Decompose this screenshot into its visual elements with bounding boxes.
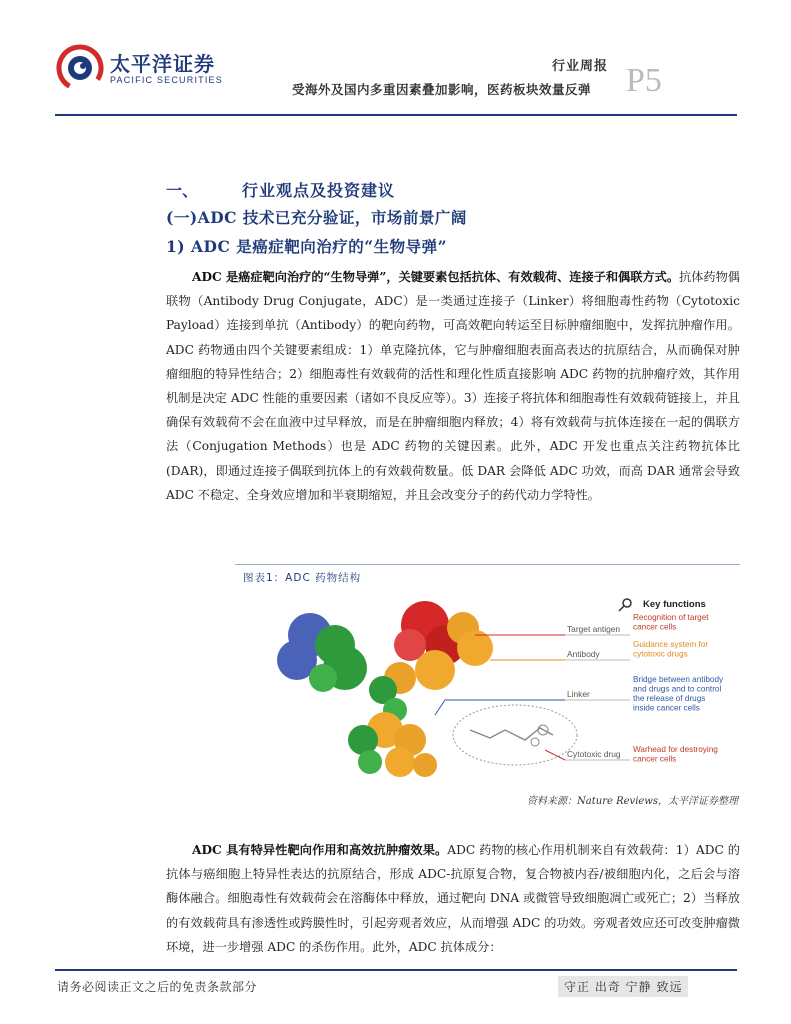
footer-divider xyxy=(55,969,737,971)
paragraph-body: 抗体药物偶联物（Antibody Drug Conjugate，ADC）是一类通过连接子（Linker）将细胞毒性药物（Cytotoxic Payload）连接到单抗（Antibody）的靶向药物，可高效靶向转运至目标肿瘤细胞中，发挥抗肿瘤作用。ADC 药物通由四个关键要素组成：1）单克隆抗体，它与肿瘤细胞表面高表达的抗原结合，从而确保对肿瘤细胞的特异性结合；2）细胞毒性有效载荷的活性和理化性质直接影响 ADC 药物的抗肿瘤疗效，其作用机制是决定 ADC 性能的重要因素（诸如不良反应等）。3）连接子将抗体和细胞毒性有效载荷链接上，并且确保有效载荷不会在血液中过早释放，而是在肿瘤细胞内释放；4）将有效载荷与抗体连接在一起的偶联方法（Conjugation Methods）也是 ADC 药物的关键因素。此外，ADC 开发也重点关注药物抗体比 (DAR)，即通过连接子偶联到抗体上的有效载荷数量。低 DAR 会降低 ADC 功效，而高 DAR 通常会导致 ADC 不稳定、全身效应增加和半衰期缩短，并且会改变分子的药代动力学特性。 xyxy=(166,270,740,502)
figure-source: 资料来源：Nature Reviews，太平洋证券整理 xyxy=(527,796,738,807)
key-functions-title: Key functions xyxy=(643,599,706,610)
key-function-desc-line: and drugs and to control xyxy=(633,684,722,694)
report-subtitle: 受海外及国内多重因素叠加影响，医药板块效量反弹 xyxy=(292,82,592,97)
key-icon xyxy=(619,599,631,611)
key-function-desc-line: Guidance system for xyxy=(633,640,709,649)
key-function-desc-line: the release of drugs xyxy=(633,694,706,703)
paragraph-lead: ADC 是癌症靶向治疗的“生物导弹”，关键要素包括抗体、有效载荷、连接子和偶联方式。 xyxy=(192,270,680,284)
footer-motto: 守正 出奇 宁静 致远 xyxy=(558,976,688,997)
label-target-antigen: Target antigen xyxy=(567,624,621,634)
brand-name-en: PACIFIC SECURITIES xyxy=(110,75,223,85)
paragraph-lead: ADC 具有特异性靶向作用和高效抗肿瘤效果。 xyxy=(192,843,448,857)
page-number: P5 xyxy=(626,62,662,99)
paragraph-adc-definition xyxy=(166,265,740,507)
section-number: 一、 xyxy=(166,181,199,200)
key-function-desc-line: Warhead for destroying xyxy=(633,745,718,754)
adc-structure-figure xyxy=(235,590,740,790)
key-function-desc-line: cytotoxic drugs xyxy=(633,649,688,659)
topic-heading: 1) ADC 是癌症靶向治疗的“生物导弹” xyxy=(166,237,448,256)
subsection-title: (一)ADC 技术已充分验证，市场前景广阔 xyxy=(166,208,467,227)
label-antibody: Antibody xyxy=(567,649,600,659)
paragraph-body: ADC 药物的核心作用机制来自有效载荷：1）ADC 的抗体与癌细胞上特异性表达的抗原结合，形成 ADC-抗原复合物，复合物被内吞/被细胞内化，之后会与溶酶体融合。细胞毒性有效载荷会在溶酶体中释放，通过靶向 DNA 或微管导致细胞凋亡或死亡；2）当释放的有效载荷具有渗透性或跨膜性时，引起旁观者效应，从而增强 ADC 的功效。旁观者效应还可改变肿瘤微环境，进一步增强 ADC 的杀伤作用。此外，ADC 抗体成分： xyxy=(166,843,740,954)
section-title: 行业观点及投资建议 xyxy=(242,181,396,200)
report-type: 行业周报 xyxy=(552,59,609,74)
antibody-structure-illustration xyxy=(277,601,493,777)
brand-name-cn: 太平洋证券 xyxy=(110,52,215,76)
company-logo-icon xyxy=(56,44,104,92)
figure-top-rule xyxy=(235,564,740,565)
key-function-desc-line: cancer cells xyxy=(633,622,677,632)
figure-title: 图表1：ADC 药物结构 xyxy=(243,572,362,584)
header-divider xyxy=(55,114,737,116)
key-function-desc-line: inside cancer cells xyxy=(633,703,700,713)
key-functions-descriptions xyxy=(633,613,724,764)
key-function-desc-line: cancer cells xyxy=(633,754,677,764)
label-cytotoxic-drug: Cytotoxic drug xyxy=(567,749,621,759)
footer-disclaimer: 请务必阅读正文之后的免责条款部分 xyxy=(57,980,258,994)
key-function-desc-line: Recognition of target xyxy=(633,613,709,622)
paragraph-adc-mechanism xyxy=(166,838,740,959)
label-linker: Linker xyxy=(567,689,590,699)
key-function-desc-line: Bridge between antibody xyxy=(633,675,724,684)
